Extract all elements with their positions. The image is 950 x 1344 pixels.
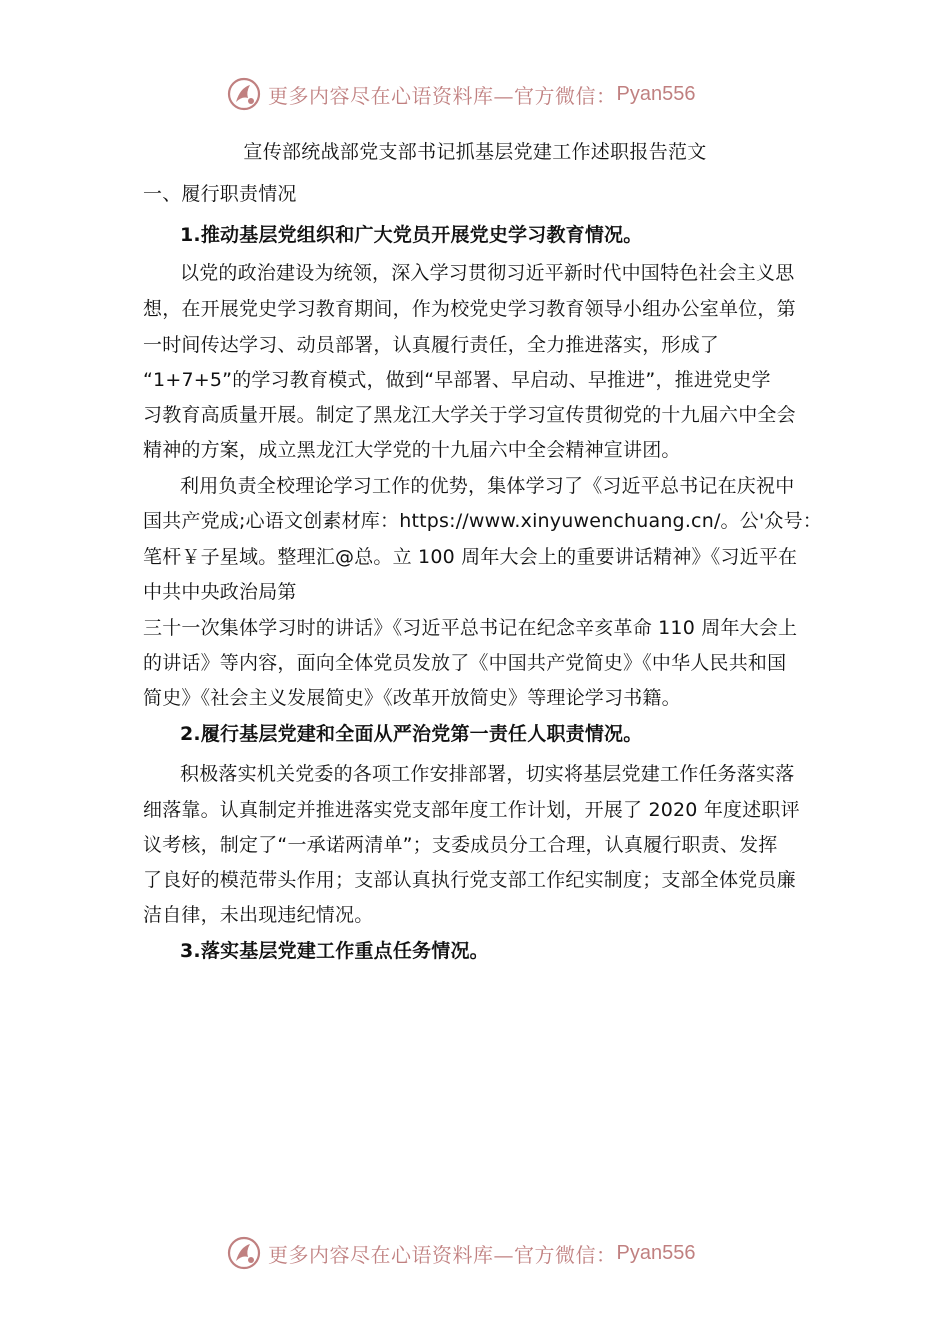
brand-logo-icon	[226, 1235, 262, 1271]
paragraph-line: 以党的政治建设为统领，深入学习贯彻习近平新时代中国特色社会主义思	[180, 262, 795, 284]
watermark-text: 更多内容尽在心语资料库—官方微信：	[268, 1242, 617, 1267]
paragraph-line: 洁自律，未出现违纪情况。	[143, 904, 374, 926]
paragraph-line: 简史》《社会主义发展简史》《改革开放简史》等理论学习书籍。	[143, 687, 681, 709]
paragraph-line: 三十一次集体学习时的讲话》《习近平总书记在纪念辛亥革命 110 周年大会上	[143, 617, 798, 639]
paragraph-line: 积极落实机关党委的各项工作安排部署，切实将基层党建工作任务落实落	[180, 763, 795, 785]
paragraph-line: 笔杆￥子星域。整理汇@总。立 100 周年大会上的重要讲话精神》《习近平在	[143, 546, 798, 568]
document-title: 宣传部统战部党支部书记抓基层党建工作述职报告范文	[243, 141, 707, 163]
watermark-text: 更多内容尽在心语资料库—官方微信：	[268, 83, 617, 108]
paragraph-line: 的讲话》等内容，面向全体党员发放了《中国共产党简史》《中华人民共和国	[143, 652, 787, 674]
paragraph-line: “1+7+5”的学习教育模式，做到“早部署、早启动、早推进”，推进党史学	[143, 369, 771, 391]
paragraph-line: 中共中央政治局第	[143, 581, 297, 603]
watermark-wechat-id: Pyan556	[616, 82, 696, 105]
paragraph-line: 精神的方案，成立黑龙江大学党的十九届六中全会精神宣讲团。	[143, 439, 681, 461]
footer-watermark	[0, 1233, 950, 1273]
paragraph-line: 习教育高质量开展。制定了黑龙江大学关于学习宣传贯彻党的十九届六中全会	[143, 404, 796, 426]
subsection-heading-2: 2.履行基层党建和全面从严治党第一责任人职责情况。	[180, 723, 643, 745]
paragraph-line: 利用负责全校理论学习工作的优势，集体学习了《习近平总书记在庆祝中	[180, 475, 795, 497]
subsection-heading-1: 1.推动基层党组织和广大党员开展党史学习教育情况。	[180, 224, 643, 246]
subsection-heading-3: 3.落实基层党建工作重点任务情况。	[180, 940, 489, 962]
paragraph-line: 一时间传达学习、动员部署，认真履行责任，全力推进落实，形成了	[143, 334, 720, 356]
watermark-wechat-id: Pyan556	[616, 1241, 696, 1264]
brand-logo-icon	[226, 76, 262, 112]
paragraph-line: 国共产党成;心语文创素材库：https://www.xinyuwenchuang.cn/。公'众号：	[143, 510, 822, 532]
paragraph-line: 细落靠。认真制定并推进落实党支部年度工作计划，开展了 2020 年度述职评	[143, 799, 800, 821]
header-watermark	[0, 74, 950, 114]
section-heading: 一、履行职责情况	[143, 183, 297, 205]
paragraph-line: 想，在开展党史学习教育期间，作为校党史学习教育领导小组办公室单位，第	[143, 298, 796, 320]
paragraph-line: 议考核，制定了“一承诺两清单”；支委成员分工合理，认真履行职责、发挥	[143, 834, 778, 856]
paragraph-line: 了良好的模范带头作用；支部认真执行党支部工作纪实制度；支部全体党员廉	[143, 869, 796, 891]
